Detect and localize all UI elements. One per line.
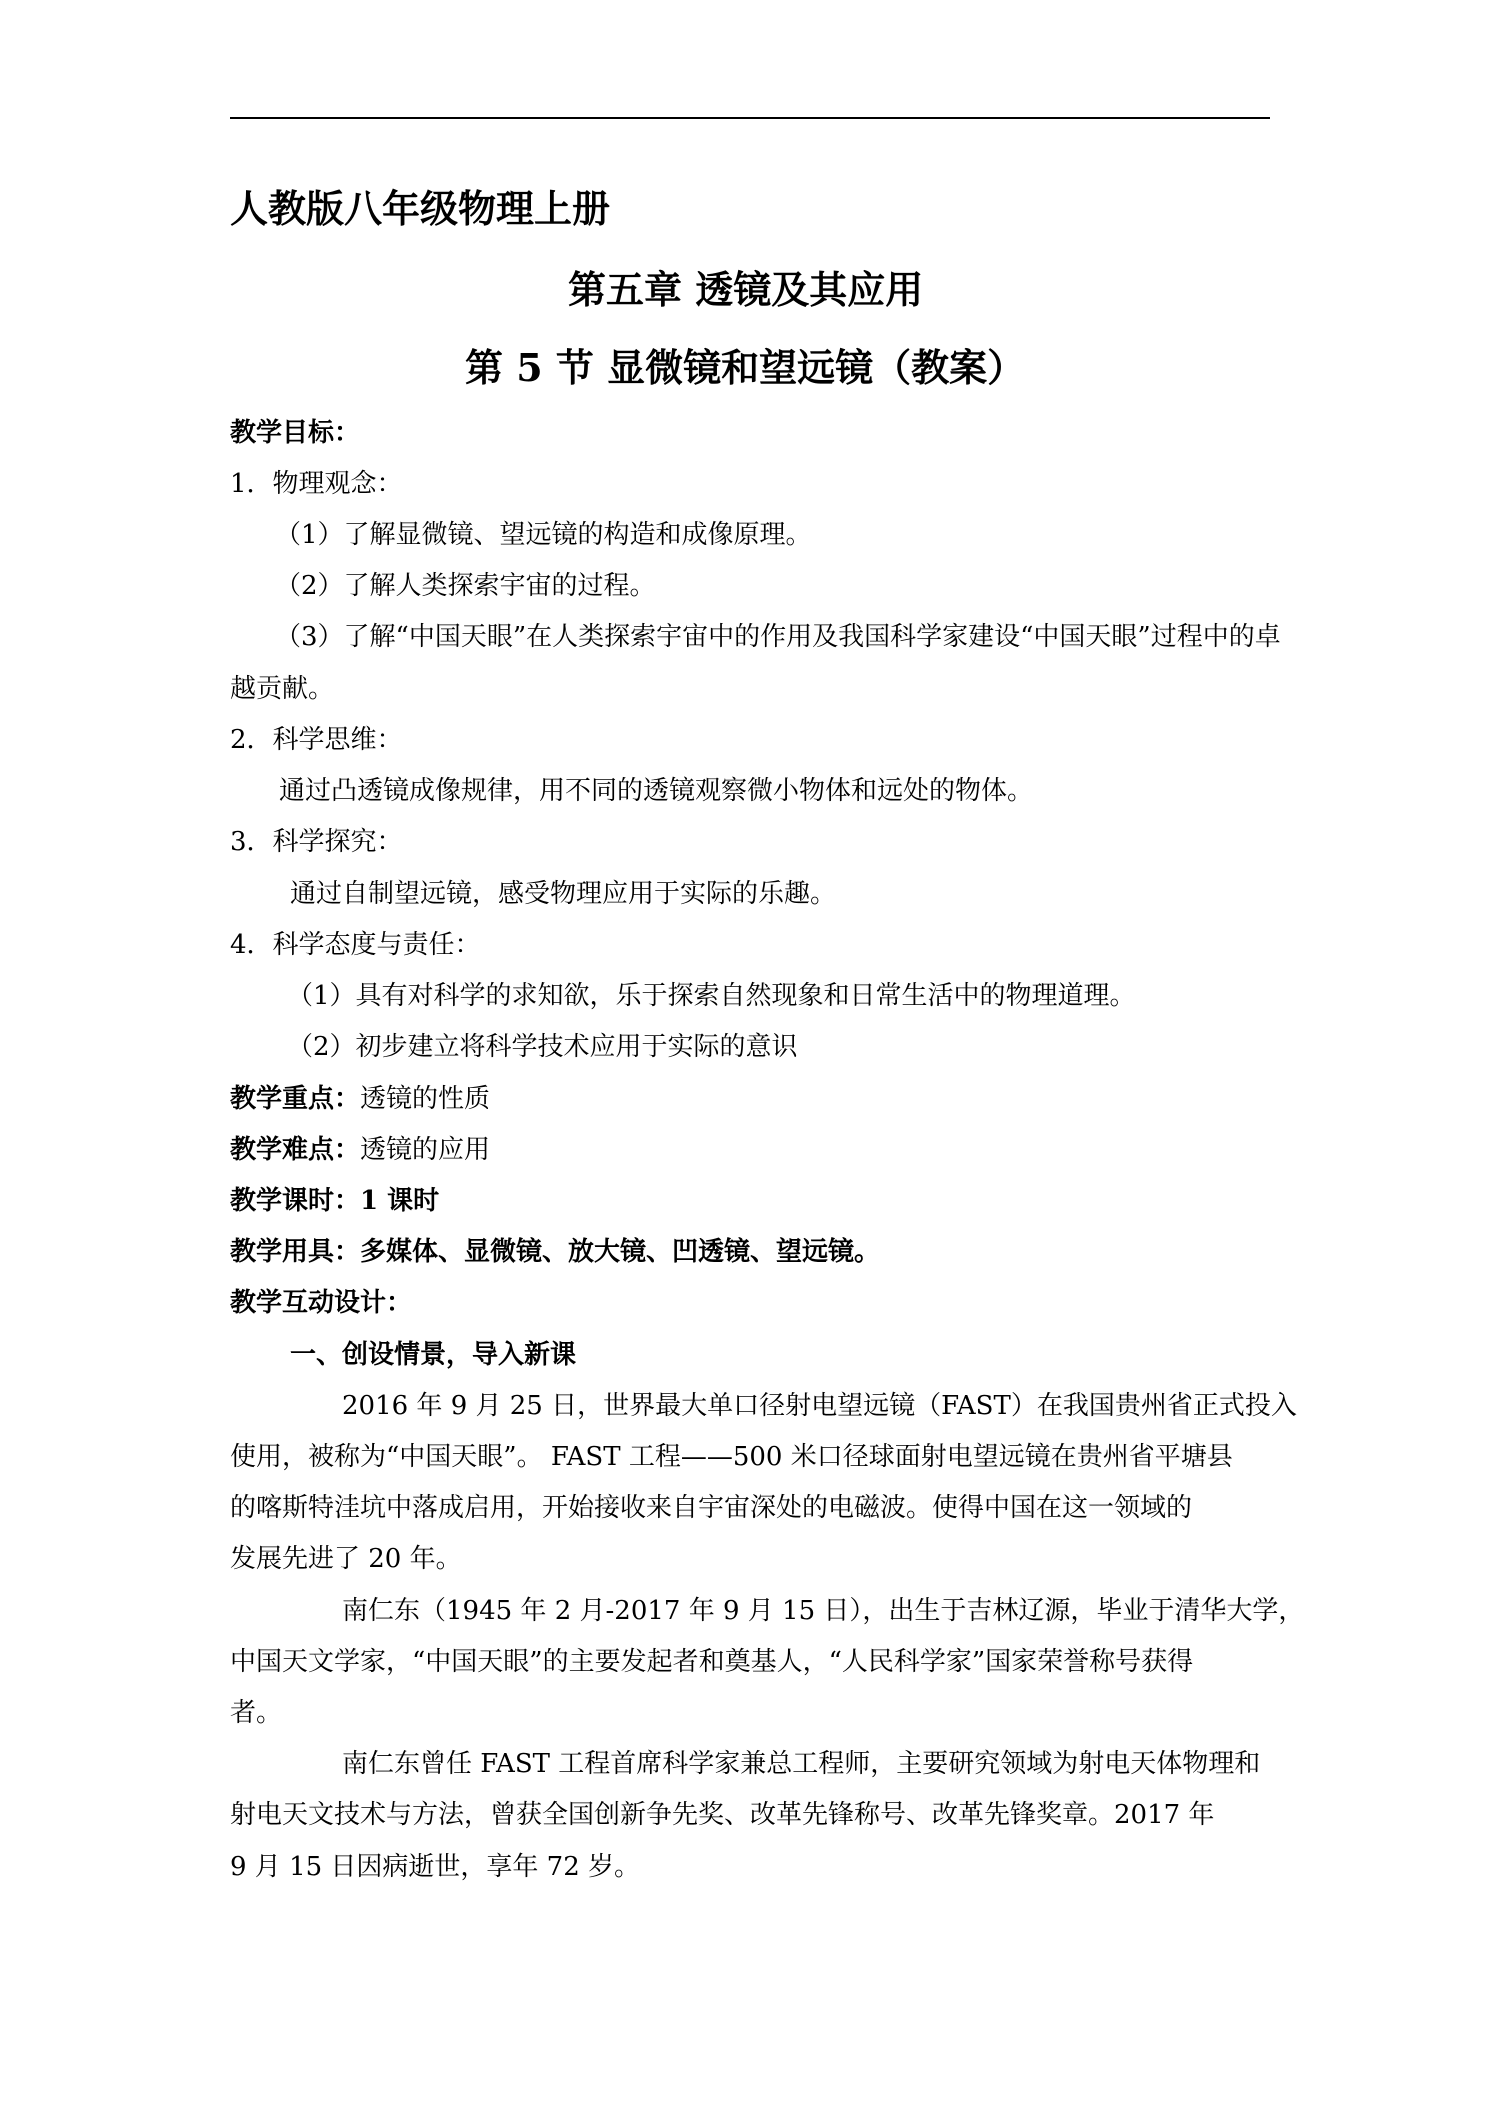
design-heading: 教学互动设计： (230, 1288, 413, 1318)
objective-1b: （2）了解人类探索宇宙的过程。 (275, 571, 656, 601)
objective-2-heading: 2．科学思维： (230, 725, 403, 755)
paragraph-1-line-1: 2016 年 9 月 25 日，世界最大单口径射电望远镜（FAST）在我国贵州省正式投入 (342, 1391, 1297, 1421)
paragraph-3-line-3: 9 月 15 日因病逝世，享年 72 岁。 (230, 1852, 641, 1882)
hours-label: 教学课时： (230, 1186, 361, 1216)
objective-4a: （1）具有对科学的求知欲，乐于探索自然现象和日常生活中的物理道理。 (287, 981, 1136, 1011)
objective-1c-line1: （3）了解“中国天眼”在人类探索宇宙中的作用及我国科学家建设“中国天眼”过程中的卓 (275, 622, 1281, 652)
section-title: 第 5 节 显微镜和望远镜（教案） (465, 345, 1026, 390)
objectives-heading: 教学目标： (230, 418, 361, 448)
paragraph-3-line-2: 射电天文技术与方法，曾获全国创新争先奖、改革先锋称号、改革先锋奖章。2017 年 (230, 1800, 1215, 1830)
header-rule (230, 117, 1270, 119)
objective-1a: （1）了解显微镜、望远镜的构造和成像原理。 (275, 520, 812, 550)
paragraph-1-line-2: 使用，被称为“中国天眼”。 FAST 工程——500 米口径球面射电望远镜在贵州省平塘县 (230, 1442, 1233, 1472)
key-point-label: 教学重点： (230, 1084, 361, 1114)
tools-label: 教学用具： (230, 1237, 361, 1267)
difficulty-text: 透镜的应用 (360, 1135, 491, 1165)
hours-text: 1 课时 (360, 1186, 440, 1216)
key-point-text: 透镜的性质 (360, 1084, 491, 1114)
chapter-title: 第五章 透镜及其应用 (568, 267, 924, 312)
objective-4b: （2）初步建立将科学技术应用于实际的意识 (287, 1032, 798, 1062)
objective-2-text: 通过凸透镜成像规律，用不同的透镜观察微小物体和远处的物体。 (279, 776, 1034, 806)
part-1-heading: 一、创设情景，导入新课 (290, 1340, 577, 1370)
difficulty-row (230, 1133, 490, 1167)
tools-text: 多媒体、显微镜、放大镜、凹透镜、望远镜。 (360, 1237, 881, 1267)
book-title: 人教版八年级物理上册 (230, 186, 611, 231)
hours-row (230, 1184, 439, 1218)
paragraph-2-line-3: 者。 (230, 1698, 283, 1728)
objective-1-heading: 1．物理观念： (230, 469, 403, 499)
objective-3-text: 通过自制望远镜，感受物理应用于实际的乐趣。 (290, 879, 837, 909)
paragraph-1-line-3: 的喀斯特洼坑中落成启用，开始接收来自宇宙深处的电磁波。使得中国在这一领域的 (230, 1493, 1193, 1523)
paragraph-2-line-2: 中国天文学家，“中国天眼”的主要发起者和奠基人，“人民科学家”国家荣誉称号获得 (230, 1647, 1194, 1677)
paragraph-1-line-4: 发展先进了 20 年。 (230, 1544, 462, 1574)
difficulty-label: 教学难点： (230, 1135, 361, 1165)
objective-3-heading: 3．科学探究： (230, 827, 403, 857)
objective-1c-line2: 越贡献。 (230, 674, 335, 704)
paragraph-3-line-1: 南仁东曾任 FAST 工程首席科学家兼总工程师，主要研究领域为射电天体物理和 (342, 1749, 1261, 1779)
key-point-row (230, 1082, 490, 1116)
objective-4-heading: 4．科学态度与责任： (230, 930, 481, 960)
paragraph-2-line-1: 南仁东（1945 年 2 月-2017 年 9 月 15 日），出生于吉林辽源，毕业于清华大学， (342, 1596, 1305, 1626)
tools-row (230, 1235, 880, 1269)
